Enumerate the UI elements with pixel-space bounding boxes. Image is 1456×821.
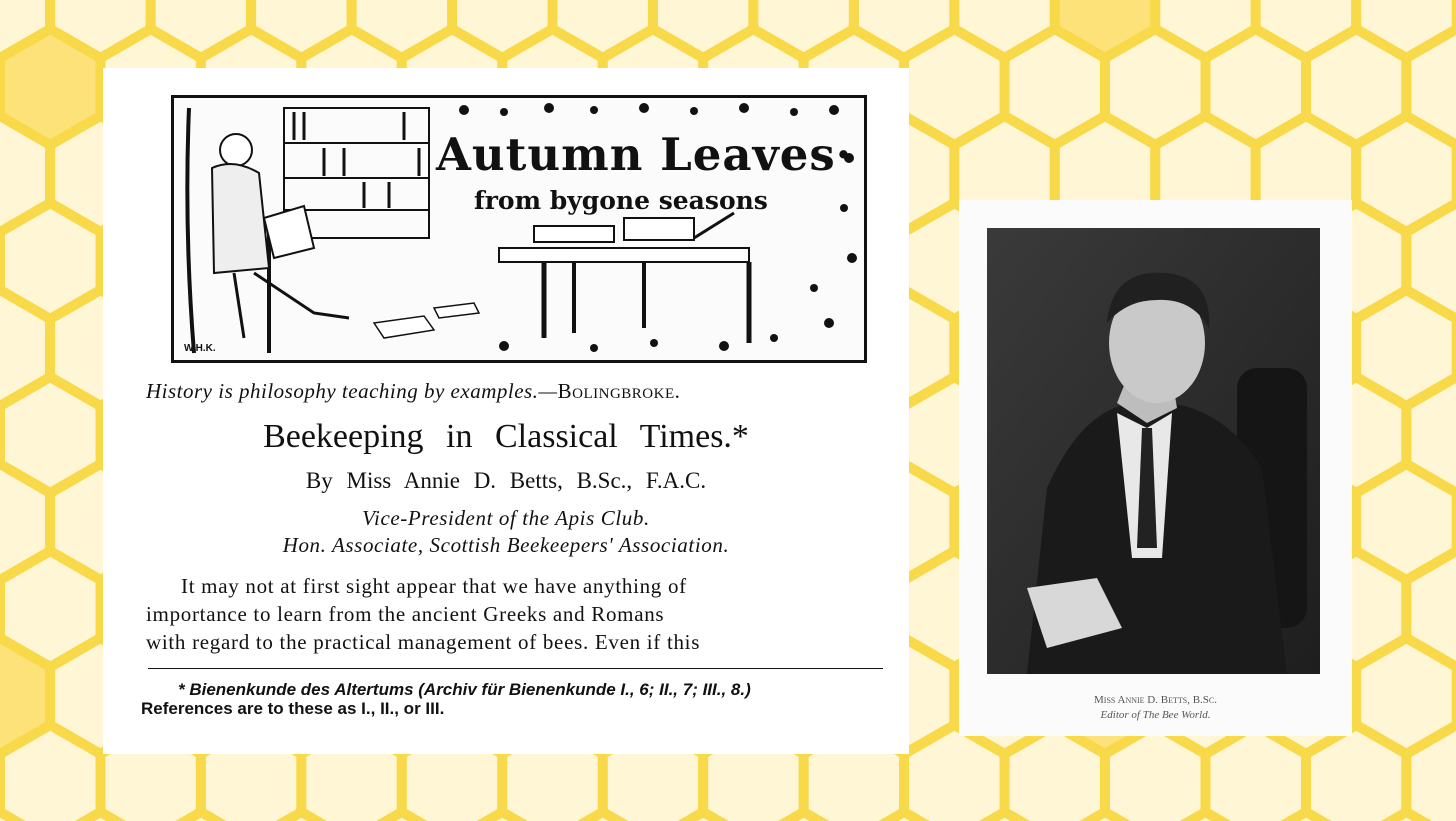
epigraph-text: History is philosophy teaching by examples.— [146, 379, 558, 403]
portrait-photo [987, 228, 1320, 674]
body-line-3: with regard to the practical management of bees. Even if this [146, 630, 701, 654]
portrait-caption-line-1: Miss Annie D. Betts, B.Sc. [1094, 694, 1217, 706]
affiliation-line-2: Hon. Associate, Scottish Beekeepers' Association. [282, 533, 730, 557]
portrait-card [959, 200, 1352, 736]
footnote-line-2: References are to these as I., II., or III. [141, 699, 445, 718]
body-line-2: importance to learn from the ancient Greeks and Romans [146, 602, 665, 626]
article-scan [103, 68, 909, 754]
portrait-figure [987, 228, 1320, 674]
portrait-caption-line-2: Editor of The Bee World. [1100, 709, 1211, 721]
banner-subtitle: from bygone seasons [474, 186, 768, 215]
affiliation-line-1: Vice-President of the Apis Club. [362, 506, 650, 530]
article-byline: By Miss Annie D. Betts, B.Sc., F.A.C. [305, 468, 707, 493]
autumn-leaves-banner [171, 95, 867, 363]
epigraph-author: Bolingbroke. [557, 379, 681, 403]
footnote-line-1: * Bienenkunde des Altertums (Archiv für Bienenkunde I., 6; II., 7; III., 8.) [178, 680, 751, 699]
article-title: Beekeeping in Classical Times.* [263, 418, 749, 455]
body-line-1: It may not at first sight appear that we have anything of [181, 574, 687, 598]
epigraph [146, 379, 886, 404]
banner-initials: W.H.K. [184, 343, 216, 354]
footnote-rule [148, 668, 883, 669]
banner-title: Autumn Leaves· [436, 128, 853, 181]
